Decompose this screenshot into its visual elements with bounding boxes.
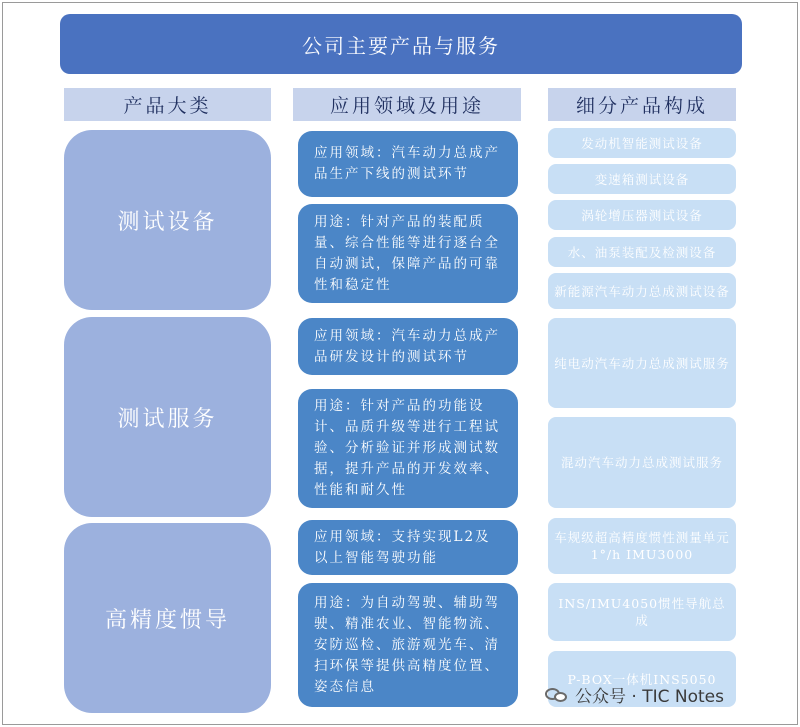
sub-engine-test-equipment: 发动机智能测试设备 xyxy=(548,128,736,158)
use-inertial-purpose: 用途：为自动驾驶、辅助驾驶、精准农业、智能物流、安防巡检、旅游观光车、清扫环保等提供高精度位置、姿态信息 xyxy=(298,583,518,707)
sub-imu3000: 车规级超高精度惯性测量单元1°/h IMU3000 xyxy=(548,518,736,574)
use-inertial-field: 应用领域：支持实现L2及以上智能驾驶功能 xyxy=(298,520,518,575)
use-equipment-purpose: 用途：针对产品的装配质量、综合性能等进行逐台全自动测试，保障产品的可靠性和稳定性 xyxy=(298,204,518,303)
category-test-service: 测试服务 xyxy=(64,317,271,517)
sub-gearbox-test-equipment: 变速箱测试设备 xyxy=(548,164,736,194)
category-test-equipment: 测试设备 xyxy=(64,130,271,310)
sub-turbocharger-test-equipment: 涡轮增压器测试设备 xyxy=(548,200,736,230)
diagram-title: 公司主要产品与服务 xyxy=(60,14,742,74)
sub-nev-powertrain-equipment: 新能源汽车动力总成测试设备 xyxy=(548,273,736,309)
sub-pbox-ins5050: P-BOX一体机INS5050 xyxy=(548,651,736,707)
header-application: 应用领域及用途 xyxy=(293,88,521,121)
header-category: 产品大类 xyxy=(64,88,271,121)
sub-ev-powertrain-service: 纯电动汽车动力总成测试服务 xyxy=(548,318,736,408)
sub-hybrid-powertrain-service: 混动汽车动力总成测试服务 xyxy=(548,417,736,508)
watermark xyxy=(545,682,724,707)
use-service-purpose: 用途：针对产品的功能设计、品质升级等进行工程试验、分析验证并形成测试数据，提升产品的开发效率、性能和耐久性 xyxy=(298,389,518,508)
sub-pump-assembly-equipment: 水、油泵装配及检测设备 xyxy=(548,237,736,267)
sub-ins-imu4050: INS/IMU4050惯性导航总成 xyxy=(548,583,736,641)
wechat-icon xyxy=(545,686,569,704)
category-inertial-navigation: 高精度惯导 xyxy=(64,523,271,713)
use-equipment-field: 应用领域：汽车动力总成产品生产下线的测试环节 xyxy=(298,131,518,197)
use-service-field: 应用领域：汽车动力总成产品研发设计的测试环节 xyxy=(298,318,518,375)
watermark-text: 公众号 · TIC Notes xyxy=(575,687,724,707)
header-subproducts: 细分产品构成 xyxy=(548,88,736,121)
